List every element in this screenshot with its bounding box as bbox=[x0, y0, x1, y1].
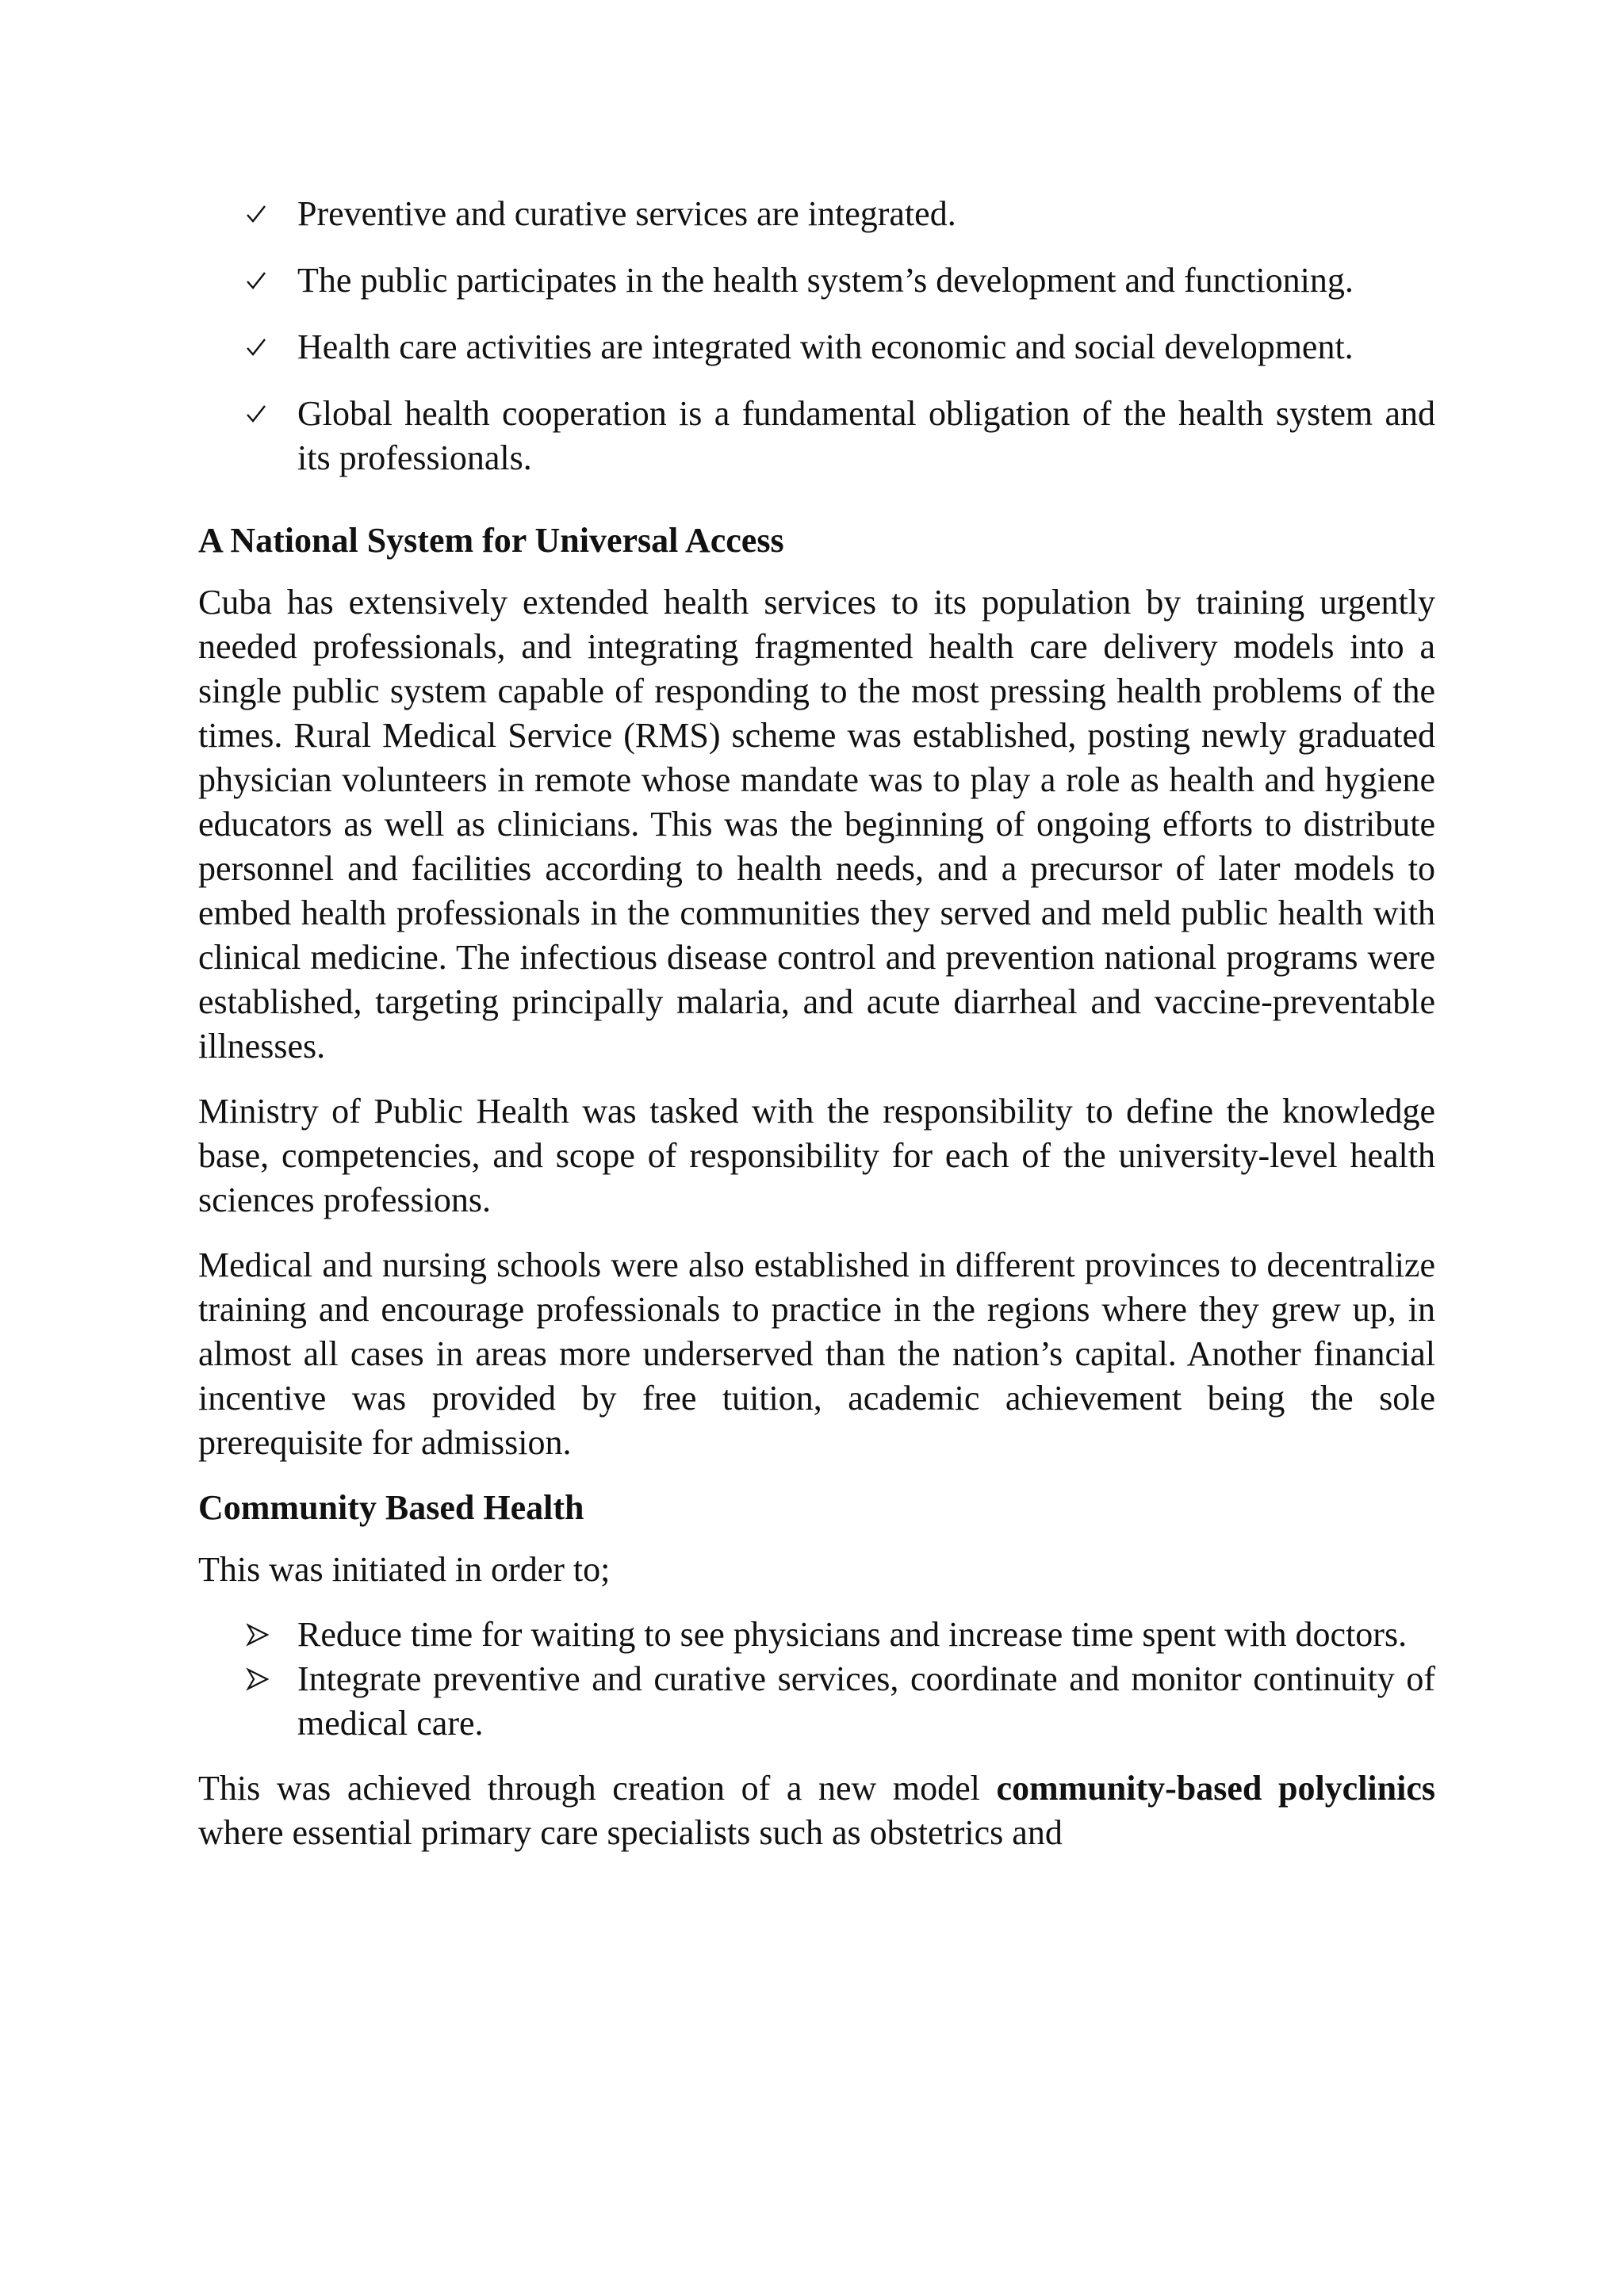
check-mark-icon bbox=[246, 325, 285, 369]
paragraph: Cuba has extensively extended health services to its population by training urgently needed professionals, and integrating fragmented health care delivery models into a single public system capable of responding to the most pressing health problems of the times. Rural Medical Service (RMS) scheme was established, posting newly graduated physician volunteers in remote whose mandate was to play a role as health and hygiene educators as well as clinicians. This was the beginning of ongoing efforts to distribute personnel and facilities according to health needs, and a precursor of later models to embed health professionals in the communities they served and meld public health with clinical medicine. The infectious disease control and prevention national programs were established, targeting principally malaria, and acute diarrheal and vaccine-preventable illnesses. bbox=[198, 583, 1435, 1066]
principles-list bbox=[198, 192, 1435, 480]
closing-text-start: This was achieved through creation of a new model bbox=[198, 1769, 997, 1808]
list-item bbox=[198, 1613, 1435, 1657]
list-item-text: Health care activities are integrated with economic and social development. bbox=[297, 327, 1354, 366]
check-mark-icon bbox=[246, 192, 285, 236]
check-mark-icon bbox=[246, 258, 285, 303]
section-heading-universal-access: A National System for Universal Access bbox=[198, 521, 784, 560]
paragraph: Ministry of Public Health was tasked with the responsibility to define the knowledge base, competencies, and scope of responsibility for each of the university-level health sciences professions. bbox=[198, 1092, 1435, 1219]
list-item-text: Reduce time for waiting to see physicians and increase time spent with doctors. bbox=[297, 1615, 1408, 1654]
list-item-text: Preventive and curative services are integrated. bbox=[297, 194, 956, 233]
closing-text-end: where essential primary care specialists such as obstetrics and bbox=[198, 1813, 1063, 1852]
list-item bbox=[198, 192, 1435, 236]
goals-list bbox=[198, 1613, 1435, 1746]
closing-paragraph bbox=[198, 1766, 1435, 1855]
list-item-text: Integrate preventive and curative services, coordinate and monitor continuity of medical care. bbox=[297, 1659, 1435, 1743]
list-item-text: The public participates in the health system’s development and functioning. bbox=[297, 261, 1354, 300]
section-heading-community-health: Community Based Health bbox=[198, 1488, 584, 1527]
paragraph: Medical and nursing schools were also established in different provinces to decentralize training and encourage professionals to practice in the regions where they grew up, in almost all cases in areas more underserved than the nation’s capital. Another financial incentive was provided by free tuition, academic achievement being the sole prerequisite for admission. bbox=[198, 1246, 1435, 1462]
list-item bbox=[198, 325, 1435, 369]
document-page bbox=[198, 192, 1435, 1876]
arrow-bullet-icon bbox=[246, 1657, 285, 1701]
check-mark-icon bbox=[246, 392, 285, 436]
list-item-text: Global health cooperation is a fundamental obligation of the health system and its professionals. bbox=[297, 394, 1435, 477]
list-item bbox=[198, 392, 1435, 480]
list-item bbox=[198, 1657, 1435, 1746]
arrow-bullet-icon bbox=[246, 1613, 285, 1657]
closing-text-bold: community-based polyclinics bbox=[996, 1769, 1435, 1808]
list-item bbox=[198, 258, 1435, 303]
intro-text: This was initiated in order to; bbox=[198, 1550, 611, 1589]
